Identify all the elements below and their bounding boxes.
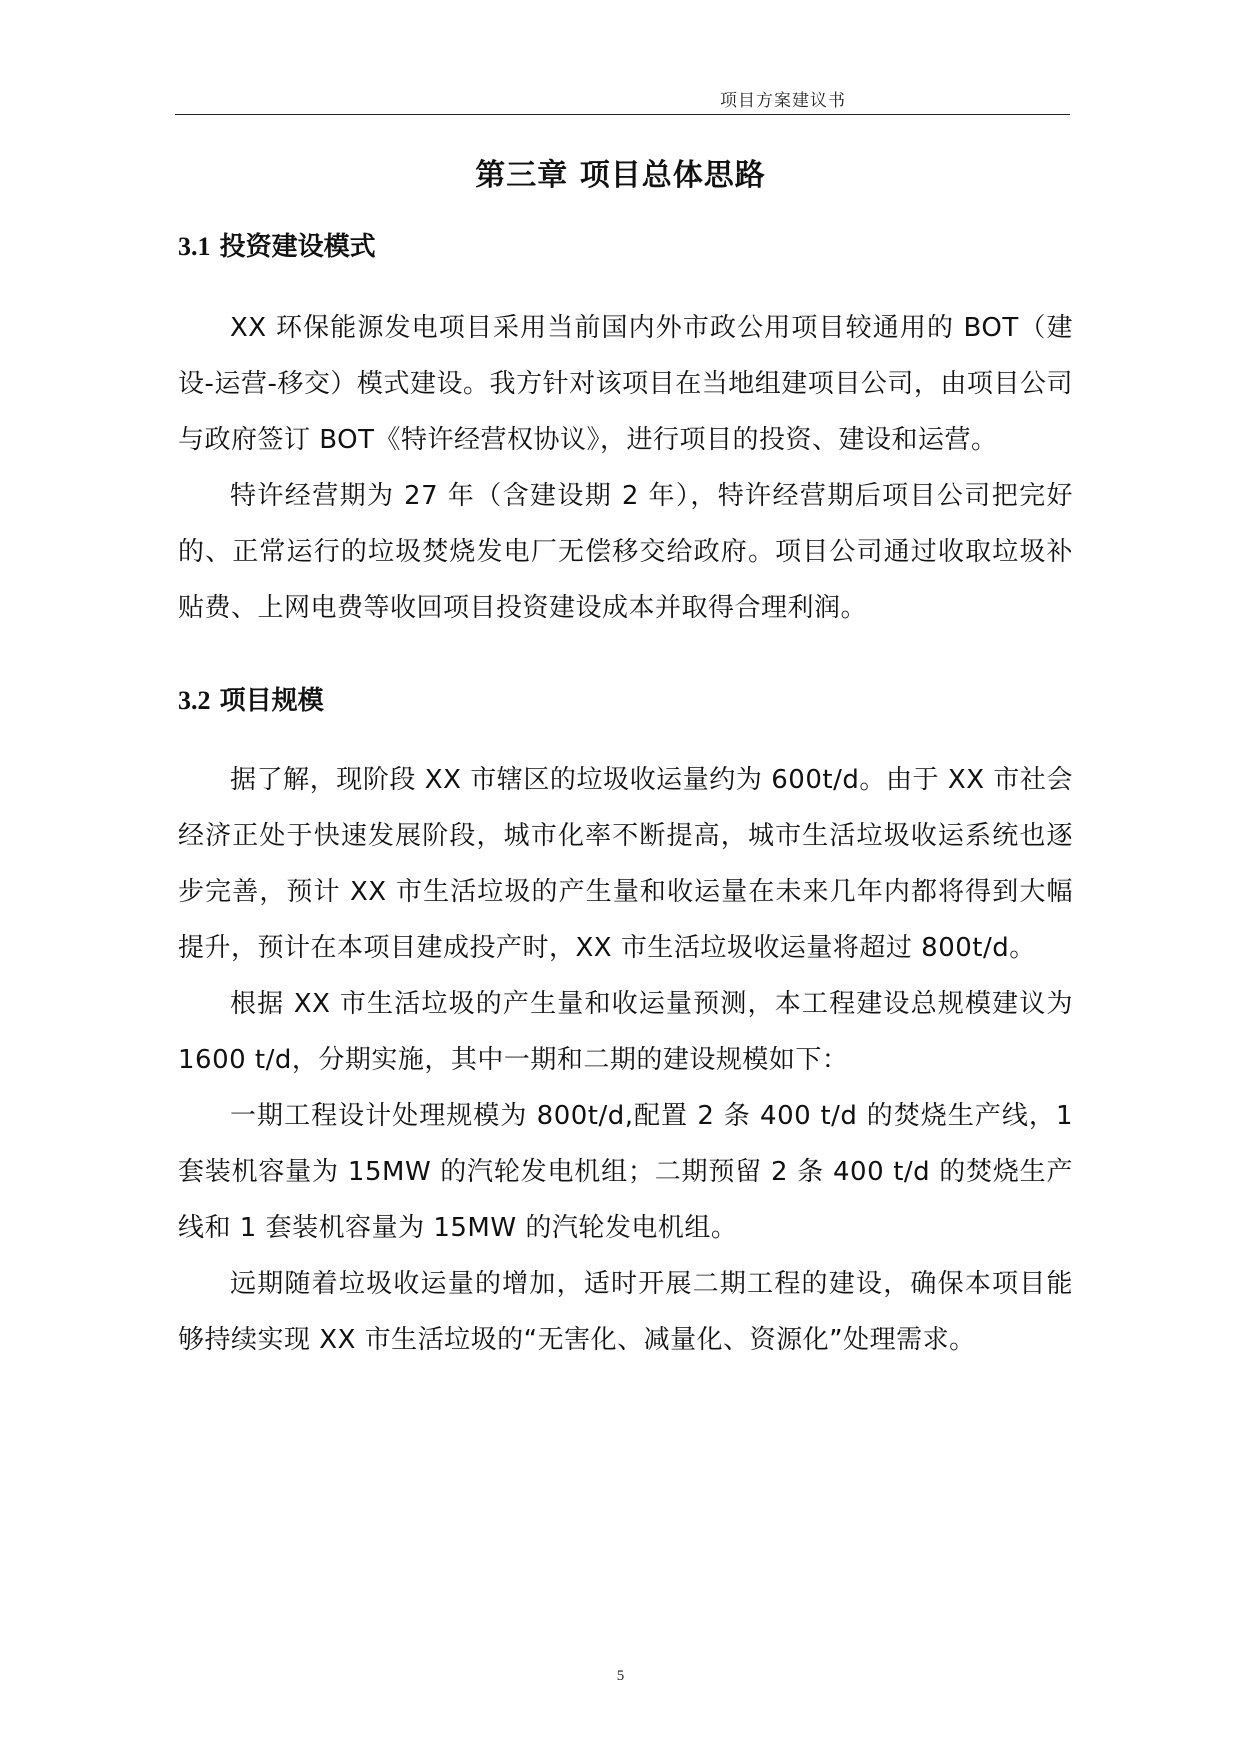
section-body-3-2: [178, 752, 1073, 1368]
section-heading-3-2: [178, 680, 324, 717]
chapter-title: 第三章 项目总体思路: [475, 158, 766, 193]
section-number: 3.2: [178, 686, 211, 715]
page-number: 5: [616, 1668, 625, 1684]
paragraph: 据了解，现阶段 XX 市辖区的垃圾收运量约为 600t/d。由于 XX 市社会经济正处于快速发展阶段，城市化率不断提高，城市生活垃圾收运系统也逐步完善，预计 XX 市生活垃圾的产生量和收运量在未来几年内都将得到大幅提升，预计在本项目建成投产时，XX 市生活垃圾收运量将超过 800t/d。: [178, 765, 1073, 963]
section-title: 项目规模: [219, 686, 324, 716]
paragraph: XX 环保能源发电项目采用当前国内外市政公用项目较通用的 BOT（建设-运营-移交）模式建设。我方针对该项目在当地组建项目公司，由项目公司与政府签订 BOT《特许经营权协议》，进行项目的投资、建设和运营。: [178, 313, 1073, 455]
paragraph: 远期随着垃圾收运量的增加，适时开展二期工程的建设，确保本项目能够持续实现 XX 市生活垃圾的“无害化、减量化、资源化”处理需求。: [178, 1269, 1073, 1355]
paragraph: 特许经营期为 27 年（含建设期 2 年），特许经营期后项目公司把完好的、正常运行的垃圾焚烧发电厂无偿移交给政府。项目公司通过收取垃圾补贴费、上网电费等收回项目投资建设成本并取得合理利润。: [178, 481, 1073, 623]
section-body-3-1: [178, 300, 1073, 636]
paragraph: 根据 XX 市生活垃圾的产生量和收运量预测，本工程建设总规模建议为 1600 t/d，分期实施，其中一期和二期的建设规模如下：: [178, 989, 1073, 1075]
running-header: 项目方案建议书: [720, 91, 846, 111]
section-heading-3-1: [178, 226, 376, 263]
header-divider: [175, 114, 1070, 115]
section-title: 投资建设模式: [219, 232, 376, 262]
paragraph: 一期工程设计处理规模为 800t/d,配置 2 条 400 t/d 的焚烧生产线，1 套装机容量为 15MW 的汽轮发电机组；二期预留 2 条 400 t/d 的焚烧生产线和 1 套装机容量为 15MW 的汽轮发电机组。: [178, 1101, 1073, 1243]
section-number: 3.1: [178, 232, 211, 261]
